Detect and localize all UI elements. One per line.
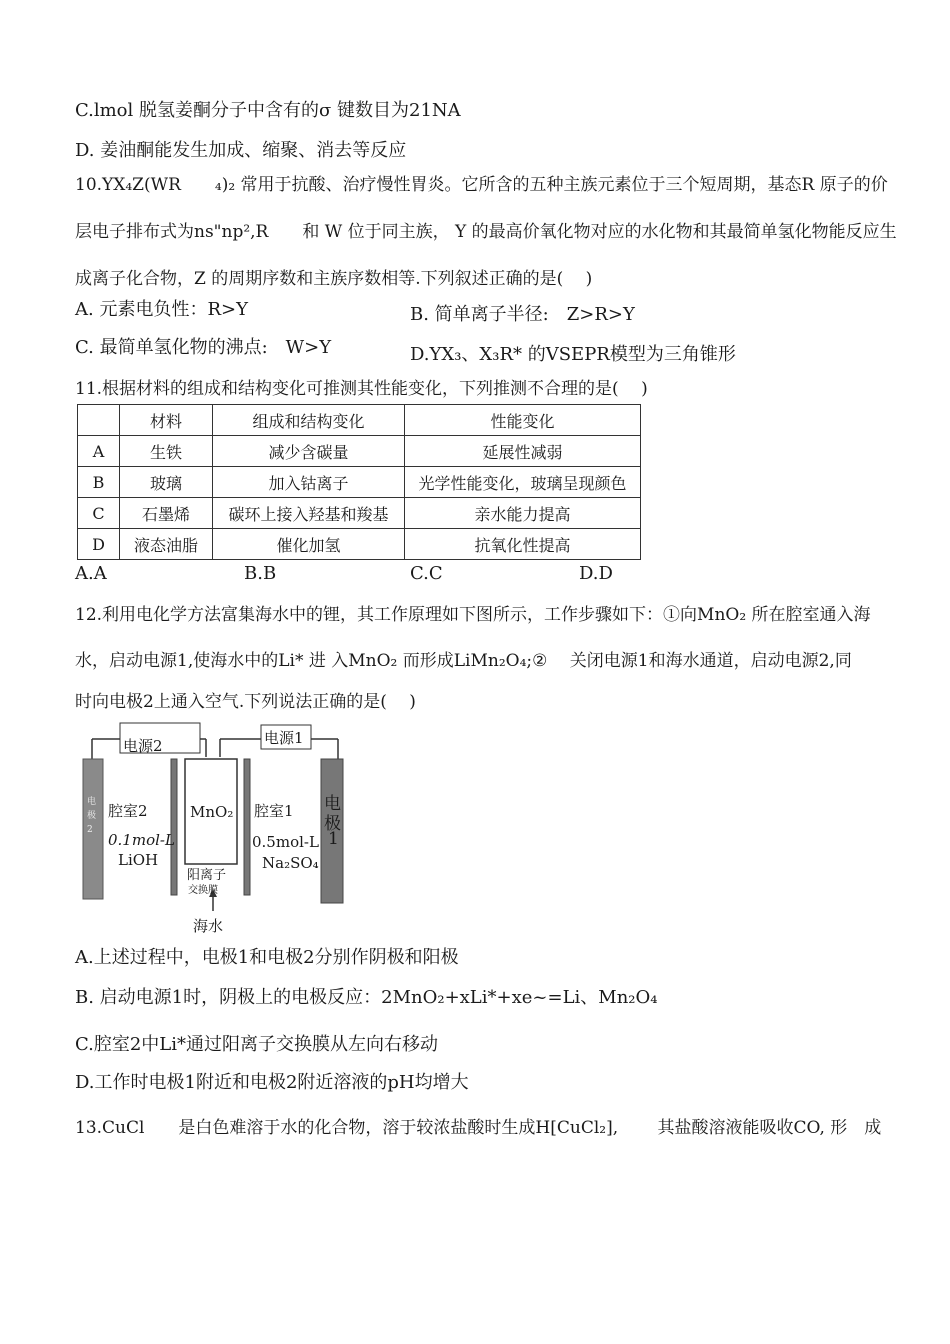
- q11-option-c: C.C: [410, 563, 443, 584]
- q11-stem: 11.根据材料的组成和结构变化可推测其性能变化，下列推测不合理的是( ): [75, 379, 648, 399]
- table-header-cell: 组成和结构变化: [213, 405, 405, 436]
- q10-option-a: A. 元素电负性：R>Y: [75, 299, 248, 320]
- q12-option-c: C.腔室2中Li*通过阳离子交换膜从左向右移动: [75, 1034, 439, 1055]
- q11-option-d: D.D: [579, 563, 613, 584]
- chamber-1-label: 腔室1: [254, 802, 294, 820]
- q10-stem-line2: 层电子排布式为ns"np²,R 和 W 位于同主族， Y 的最高价氧化物对应的水化物和其最简单氢化物能反应生: [75, 222, 897, 242]
- table-cell: B: [78, 467, 120, 498]
- table-cell: 液态油脂: [120, 529, 213, 560]
- q11-option-b: B.B: [244, 563, 277, 584]
- table-cell: A: [78, 436, 120, 467]
- membrane-label-line1: 阳离子: [187, 868, 227, 883]
- table-cell: 加入钴离子: [213, 467, 405, 498]
- table-header-cell: [78, 405, 120, 436]
- table-row: [78, 467, 641, 498]
- table-cell: 碳环上接入羟基和羧基: [213, 498, 405, 529]
- electrode-1-label-char3: 1: [328, 829, 339, 849]
- q9-option-c: C.lmol 脱氢姜酮分子中含有的σ 键数目为21NA: [75, 100, 461, 121]
- q11-option-a: A.A: [75, 563, 107, 584]
- q12-option-b: B. 启动电源1时，阴极上的电极反应：2MnO₂+xLi*+xe~=Li、Mn₂O₄: [75, 987, 658, 1008]
- seawater-label: 海水: [193, 917, 224, 935]
- q12-stem-line3: 时向电极2上通入空气.下列说法正确的是( ): [75, 692, 416, 712]
- table-row: [78, 529, 641, 560]
- table-cell: 延展性减弱: [405, 436, 641, 467]
- table-cell: 催化加氢: [213, 529, 405, 560]
- table-cell: 减少含碳量: [213, 436, 405, 467]
- electrode-1-label-char1: 电: [324, 794, 341, 814]
- lioh-label: LiOH: [118, 851, 159, 869]
- table-header-cell: 性能变化: [405, 405, 641, 436]
- table-cell: D: [78, 529, 120, 560]
- electrode-1-label-char2: 极: [324, 814, 341, 834]
- table-cell: 光学性能变化，玻璃呈现颜色: [405, 467, 641, 498]
- na2so4-concentration: 0.5mol-L: [252, 833, 319, 851]
- table-cell: C: [78, 498, 120, 529]
- q12-stem-line2: 水，启动电源1,使海水中的Li* 进 入MnO₂ 而形成LiMn₂O₄;② 关闭电源1和海水通道，启动电源2,同: [75, 651, 852, 671]
- table-cell: 抗氧化性提高: [405, 529, 641, 560]
- electrolysis-diagram: [78, 715, 398, 940]
- table-header-row: [78, 405, 641, 436]
- q9-option-d: D. 姜油酮能发生加成、缩聚、消去等反应: [75, 140, 407, 161]
- table-cell: 玻璃: [120, 467, 213, 498]
- q10-stem-line1: 10.YX₄Z(WR ₄)₂ 常用于抗酸、治疗慢性胃炎。它所含的五种主族元素位于三个短周期，基态R 原子的价: [75, 175, 888, 195]
- q13-stem-line1: 13.CuCl 是白色难溶于水的化合物，溶于较浓盐酸时生成H[CuCl₂], 其盐酸溶液能吸收CO, 形 成: [75, 1118, 882, 1138]
- table-cell: 生铁: [120, 436, 213, 467]
- q12-option-d: D.工作时电极1附近和电极2附近溶液的pH均增大: [75, 1072, 469, 1093]
- materials-table: [77, 404, 641, 560]
- table-cell: 亲水能力提高: [405, 498, 641, 529]
- power-source-1-label: 电源1: [264, 729, 304, 747]
- power-source-2-label: 电源2: [123, 737, 163, 755]
- electrode-2-label: 电极2: [87, 797, 97, 835]
- q12-stem-line1: 12.利用电化学方法富集海水中的锂，其工作原理如下图所示，工作步骤如下：①向MnO₂ 所在腔室通入海: [75, 605, 871, 625]
- membrane-label-line2: 交换膜: [188, 885, 218, 896]
- q10-option-d: D.YX₃、X₃R* 的VSEPR模型为三角锥形: [410, 344, 736, 365]
- table-row: [78, 436, 641, 467]
- na2so4-label: Na₂SO₄: [262, 854, 319, 872]
- mno2-label: MnO₂: [190, 803, 234, 821]
- q10-option-b: B. 简单离子半径: Z>R>Y: [410, 304, 635, 325]
- q12-option-a: A.上述过程中，电极1和电极2分别作阴极和阳极: [75, 947, 459, 968]
- table-cell: 石墨烯: [120, 498, 213, 529]
- q10-option-c: C. 最简单氢化物的沸点: W>Y: [75, 337, 332, 358]
- table-header-cell: 材料: [120, 405, 213, 436]
- q10-stem-line3: 成离子化合物，Z 的周期序数和主族序数相等.下列叙述正确的是( ): [75, 269, 593, 289]
- table-row: [78, 498, 641, 529]
- chamber-2-label: 腔室2: [108, 802, 148, 820]
- lioh-concentration: 0.1mol-L: [108, 831, 175, 849]
